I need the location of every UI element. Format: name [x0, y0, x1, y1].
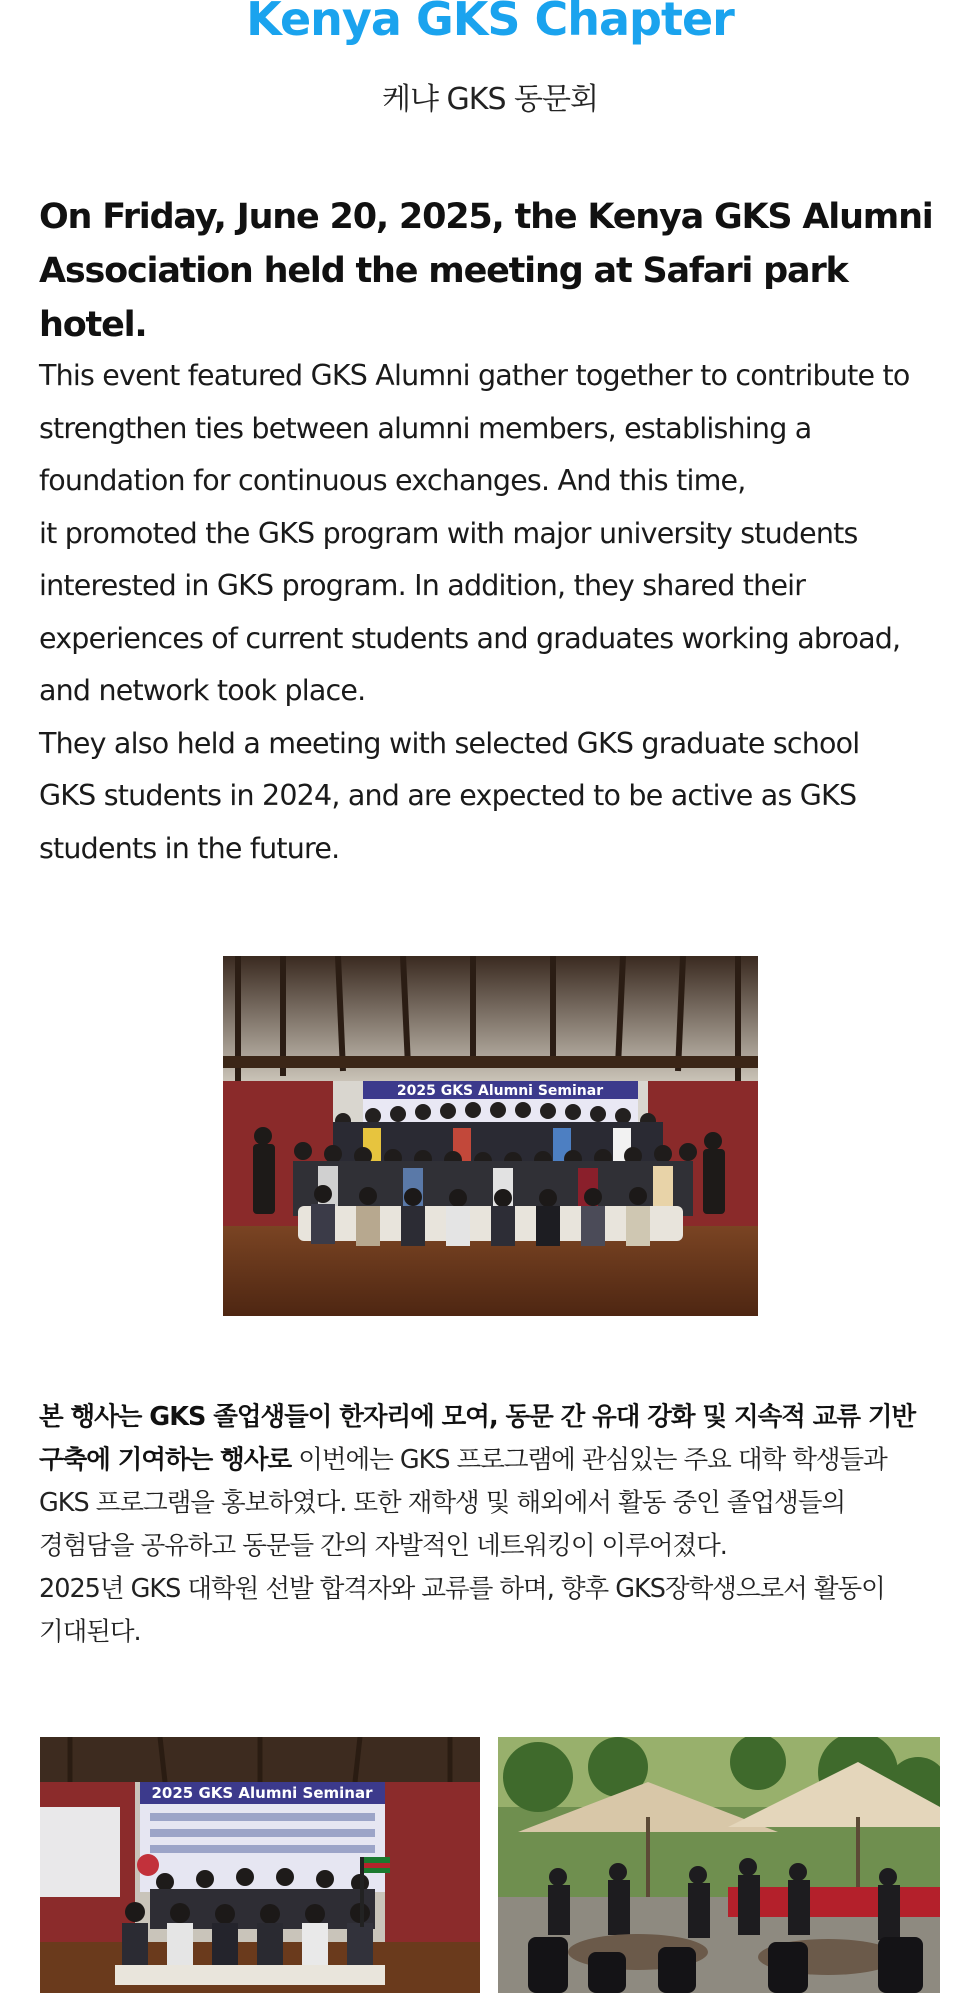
- headline: [39, 190, 959, 352]
- paragraph-line: and network took place.: [39, 674, 366, 707]
- group-photo-main: [223, 956, 758, 1316]
- paragraph-line: [39, 1439, 969, 1482]
- paragraph-bold: 구축에 기여하는 행사로: [39, 1445, 292, 1475]
- paragraph-line: it promoted the GKS program with major university students: [39, 516, 858, 550]
- paragraph-line: They also held a meeting with selected GKS graduate school: [39, 726, 860, 760]
- paragraph-line: experiences of current students and graduates working abroad,: [39, 621, 901, 655]
- paragraph-line: interested in GKS program. In addition, they shared their: [39, 569, 806, 602]
- paragraph-bold: 본 행사는 GKS 졸업생들이 한자리에 모여, 동문 간 유대 강화 및 지속적 교류 기반: [39, 1402, 916, 1432]
- garden-networking-photo-graphic: [498, 1737, 940, 1993]
- garden-networking-photo: [498, 1737, 940, 1993]
- seated-group-photo-graphic: [40, 1737, 480, 1993]
- paragraph-line: GKS students in 2024, and are expected to be active as GKS: [39, 779, 857, 812]
- main-banner-text: 2025 GKS Alumni Seminar: [396, 1083, 604, 1099]
- paragraph-line: 2025년 GKS 대학원 선발 합격자와 교류를 하며, 향후 GKS장학생으로서 활동이: [39, 1574, 885, 1604]
- paragraph-line: [39, 1396, 969, 1439]
- paragraph-line: strengthen ties between alumni members, establishing a: [39, 411, 812, 445]
- paragraph-line: 기대된다.: [39, 1617, 141, 1647]
- page-title: Kenya GKS Chapter: [246, 0, 734, 46]
- headline-line: On Friday, June 20, 2025, the Kenya GKS Alumni: [39, 197, 933, 237]
- paragraph-line: foundation for continuous exchanges. And this time,: [39, 464, 746, 497]
- paragraph-line: This event featured GKS Alumni gather together to contribute to: [39, 359, 910, 392]
- paragraph-line: GKS 프로그램을 홍보하였다. 또한 재학생 및 해외에서 활동 중인 졸업생들의: [39, 1488, 846, 1518]
- paragraph-text: 이번에는 GKS 프로그램에 관심있는 주요 대학 학생들과: [291, 1445, 887, 1475]
- left-banner-text: 2025 GKS Alumni Seminar: [151, 1784, 373, 1802]
- korean-body: [39, 1396, 969, 1654]
- headline-line: Association held the meeting at Safari park hotel.: [39, 251, 848, 345]
- group-photo-main-graphic: [223, 956, 758, 1316]
- paragraph-line: 경험담을 공유하고 동문들 간의 자발적인 네트워킹이 이루어졌다.: [39, 1531, 727, 1561]
- page-subtitle: 케냐 GKS 동문회: [382, 82, 598, 117]
- paragraph-line: students in the future.: [39, 831, 340, 865]
- seated-group-photo: [40, 1737, 480, 1993]
- english-body: [39, 350, 969, 875]
